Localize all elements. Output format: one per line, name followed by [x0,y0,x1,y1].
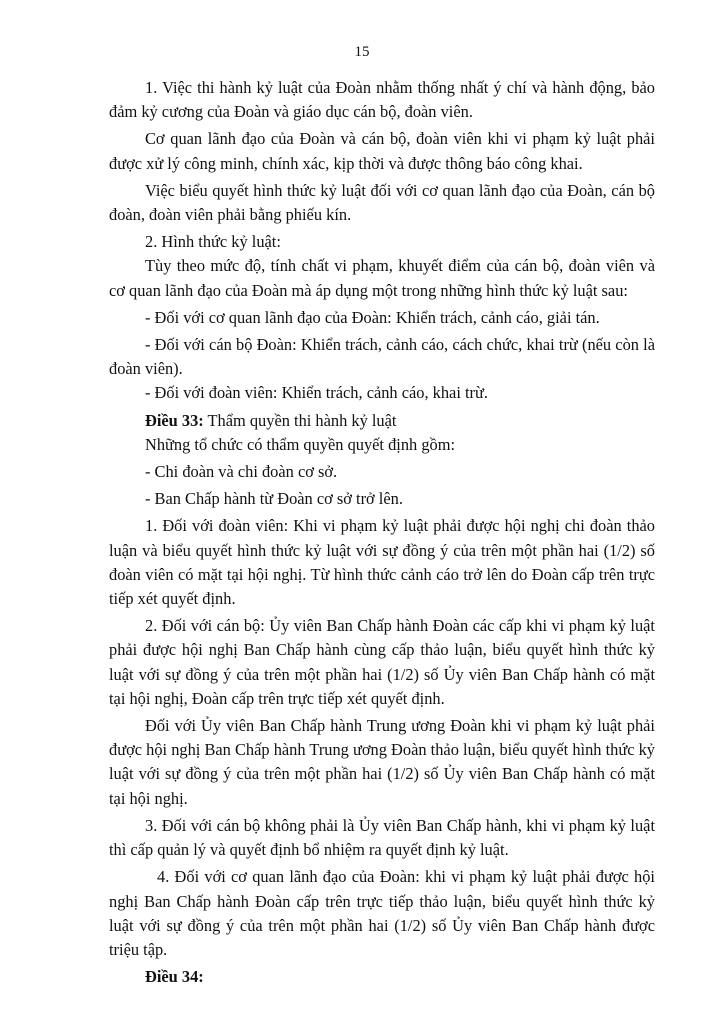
list-item-cadre: - Đối với cán bộ Đoàn: Khiển trách, cảnh cáo, cách chức, khai trừ (nếu còn là đoàn viên). [109,335,655,379]
paragraph-non-committee-cadre: 3. Đối với cán bộ không phải là Ủy viên Ban Chấp hành, khi vi phạm kỷ luật thì cấp quản lý và quyết định bổ nhiệm ra quyết định kỷ luật. [109,815,655,860]
article-34-heading [109,965,655,989]
list-item-leadership-body: - Đối với cơ quan lãnh đạo của Đoàn: Khiển trách, cảnh cáo, giải tán. [145,307,600,327]
article-33-heading [109,409,655,433]
article-33-label: Điều 33: [145,410,204,430]
article-33-title: Thẩm quyền thi hành kỷ luật [203,410,397,430]
page-number: 15 [354,44,370,60]
paragraph-authorities-intro: Những tổ chức có thẩm quyền quyết định gồm: [145,434,456,454]
list-item-member: - Đối với đoàn viên: Khiển trách, cảnh cáo, khai trừ. [145,383,488,403]
paragraph-discipline-forms-intro: Tùy theo mức độ, tính chất vi phạm, khuyết điểm của cán bộ, đoàn viên và cơ quan lãnh đạo của Đoàn mà áp dụng một trong những hình thức kỷ luật sau: [109,256,655,300]
document-body [109,76,655,989]
paragraph-discipline-purpose: 1. Việc thi hành kỷ luật của Đoàn nhằm thống nhất ý chí và hành động, bảo đảm kỷ cương của Đoàn và giáo dục cán bộ, đoàn viên. [109,78,655,122]
paragraph-discipline-forms-heading: 2. Hình thức kỷ luật: [145,232,281,252]
paragraph-central-committee: Đối với Ủy viên Ban Chấp hành Trung ương Đoàn khi vi phạm kỷ luật phải được hội nghị Ban Chấp hành Trung ương Đoàn thảo luận, biểu quyết hình thức kỷ luật với sự đồng ý của trên một phần hai (1/2) số Ủy viên Ban Chấp hành có mặt tại hội nghị. [109,716,655,808]
paragraph-secret-ballot: Việc biểu quyết hình thức kỷ luật đối với cơ quan lãnh đạo của Đoàn, cán bộ đoàn, đoàn viên phải bằng phiếu kín. [109,180,655,225]
list-item-branch: - Chi đoàn và chi đoàn cơ sở. [145,462,338,482]
list-item-executive-committee: - Ban Chấp hành từ Đoàn cơ sở trở lên. [145,489,403,509]
paragraph-member-discipline: 1. Đối với đoàn viên: Khi vi phạm kỷ luật phải được hội nghị chi đoàn thảo luận và biểu quyết hình thức kỷ luật với sự đồng ý của trên một phần hai (1/2) số đoàn viên có mặt tại hội nghị. Từ hình thức cảnh cáo trở lên do Đoàn cấp trên trực tiếp xét quyết định. [109,516,655,609]
article-34-label: Điều 34: [145,967,204,987]
paragraph-cadre-discipline: 2. Đối với cán bộ: Ủy viên Ban Chấp hành Đoàn các cấp khi vi phạm kỷ luật phải được hội nghị Ban Chấp hành cùng cấp thảo luận, biểu quyết hình thức kỷ luật với sự đồng ý của trên một phần hai (1/2) số Ủy viên Ban Chấp hành có mặt tại hội nghị, Đoàn cấp trên trực tiếp xét quyết định. [109,616,655,708]
paragraph-leadership-body-discipline: 4. Đối với cơ quan lãnh đạo của Đoàn: khi vi phạm kỷ luật phải được hội nghị Ban Chấp hành Đoàn cấp trên trực tiếp thảo luận, biểu quyết hình thức kỷ luật với sự đồng ý của trên một phần hai (1/2) số Ủy viên Ban Chấp hành được triệu tập. [109,867,655,959]
paragraph-fair-handling: Cơ quan lãnh đạo của Đoàn và cán bộ, đoàn viên khi vi phạm kỷ luật phải được xử lý công minh, chính xác, kịp thời và được thông báo công khai. [109,129,655,173]
